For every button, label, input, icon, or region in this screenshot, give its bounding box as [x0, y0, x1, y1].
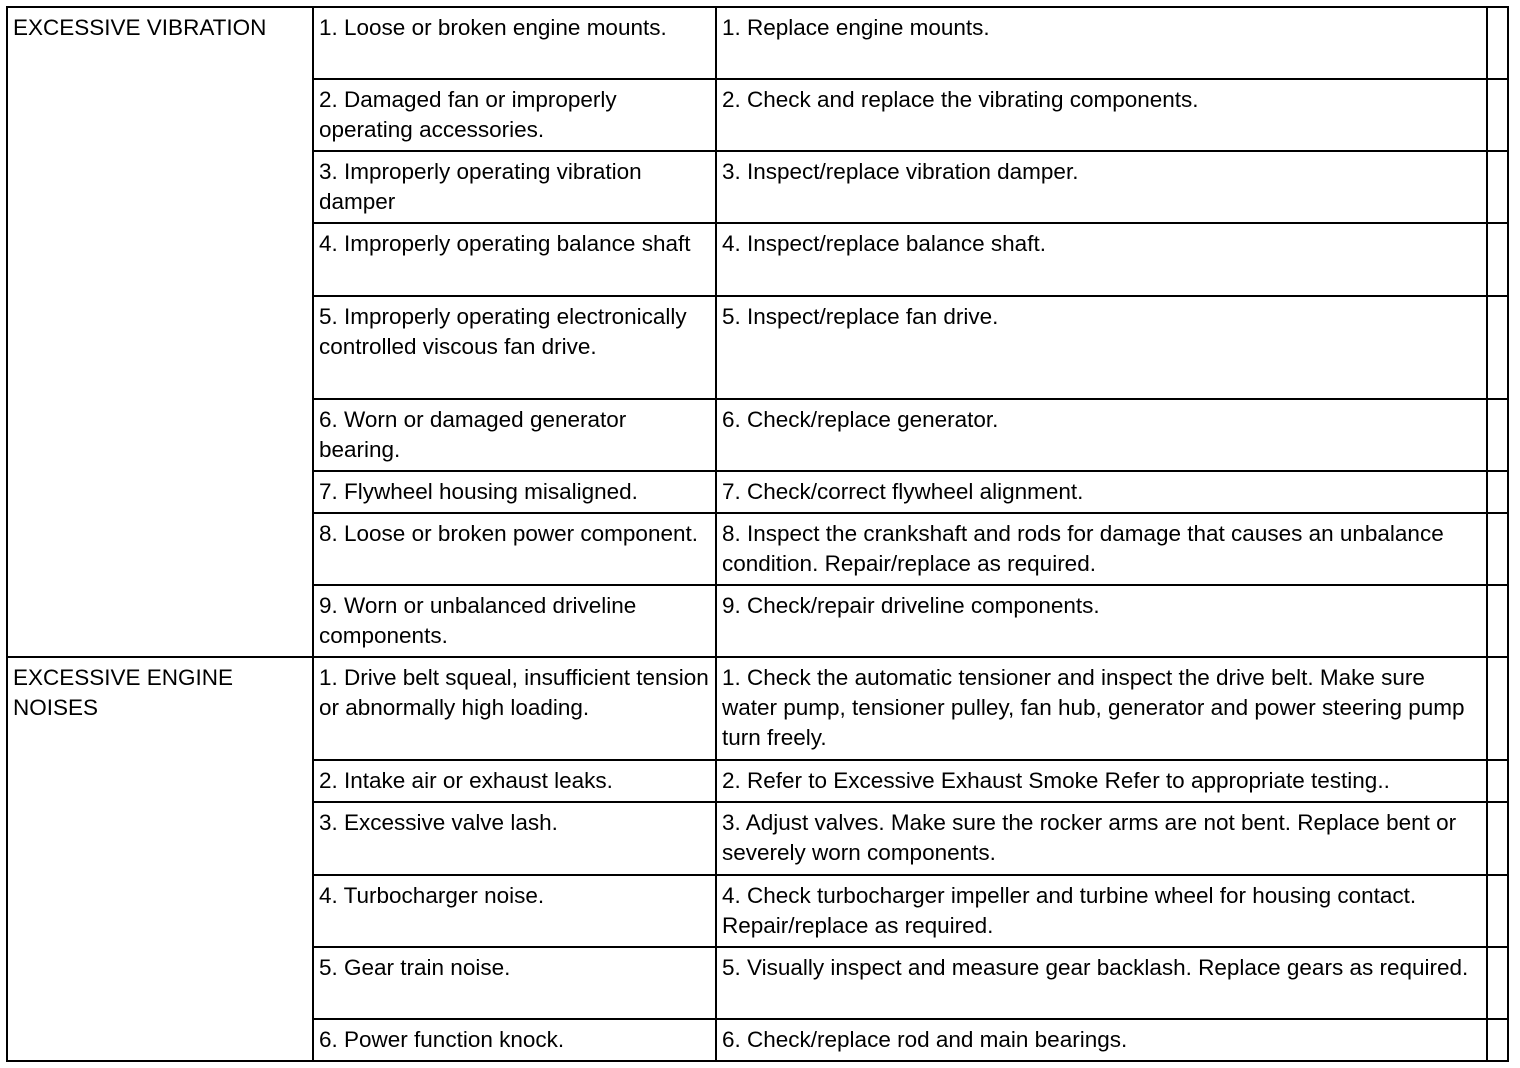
correction-cell: 5. Visually inspect and measure gear backlash. Replace gears as required. — [716, 947, 1487, 1019]
correction-cell: 6. Check/replace rod and main bearings. — [716, 1019, 1487, 1061]
cause-cell: 4. Turbocharger noise. — [313, 875, 716, 947]
empty-cell — [1487, 760, 1508, 802]
empty-cell — [1487, 875, 1508, 947]
correction-cell: 4. Inspect/replace balance shaft. — [716, 223, 1487, 295]
empty-cell — [1487, 585, 1508, 657]
correction-cell: 3. Inspect/replace vibration damper. — [716, 151, 1487, 223]
cause-cell: 1. Drive belt squeal, insufficient tension or abnormally high loading. — [313, 657, 716, 760]
empty-cell — [1487, 151, 1508, 223]
empty-cell — [1487, 79, 1508, 151]
cause-cell: 6. Power function knock. — [313, 1019, 716, 1061]
empty-cell — [1487, 657, 1508, 760]
cause-cell: 6. Worn or damaged generator bearing. — [313, 399, 716, 471]
empty-cell — [1487, 802, 1508, 874]
condition-cell: EXCESSIVE VIBRATION — [7, 7, 313, 657]
cause-cell: 2. Intake air or exhaust leaks. — [313, 760, 716, 802]
correction-cell: 1. Replace engine mounts. — [716, 7, 1487, 79]
cause-cell: 5. Improperly operating electronically controlled viscous fan drive. — [313, 296, 716, 399]
empty-cell — [1487, 513, 1508, 585]
cause-cell: 1. Loose or broken engine mounts. — [313, 7, 716, 79]
cause-cell: 3. Excessive valve lash. — [313, 802, 716, 874]
correction-cell: 3. Adjust valves. Make sure the rocker arms are not bent. Replace bent or severely worn components. — [716, 802, 1487, 874]
correction-cell: 1. Check the automatic tensioner and inspect the drive belt. Make sure water pump, tensioner pulley, fan hub, generator and power steering pump turn freely. — [716, 657, 1487, 760]
table-row — [7, 7, 1508, 79]
correction-cell: 4. Check turbocharger impeller and turbine wheel for housing contact. Repair/replace as required. — [716, 875, 1487, 947]
empty-cell — [1487, 399, 1508, 471]
cause-cell: 4. Improperly operating balance shaft — [313, 223, 716, 295]
empty-cell — [1487, 7, 1508, 79]
empty-cell — [1487, 947, 1508, 1019]
cause-cell: 3. Improperly operating vibration damper — [313, 151, 716, 223]
empty-cell — [1487, 296, 1508, 399]
correction-cell: 9. Check/repair driveline components. — [716, 585, 1487, 657]
empty-cell — [1487, 1019, 1508, 1061]
empty-cell — [1487, 471, 1508, 513]
correction-cell: 8. Inspect the crankshaft and rods for damage that causes an unbalance condition. Repair/replace as required. — [716, 513, 1487, 585]
correction-cell: 5. Inspect/replace fan drive. — [716, 296, 1487, 399]
cause-cell: 8. Loose or broken power component. — [313, 513, 716, 585]
condition-cell: EXCESSIVE ENGINE NOISES — [7, 657, 313, 1061]
cause-cell: 7. Flywheel housing misaligned. — [313, 471, 716, 513]
empty-cell — [1487, 223, 1508, 295]
correction-cell: 2. Refer to Excessive Exhaust Smoke Refer to appropriate testing.. — [716, 760, 1487, 802]
diagnosis-table — [6, 6, 1509, 1062]
table-row — [7, 657, 1508, 760]
cause-cell: 9. Worn or unbalanced driveline components. — [313, 585, 716, 657]
cause-cell: 5. Gear train noise. — [313, 947, 716, 1019]
correction-cell: 6. Check/replace generator. — [716, 399, 1487, 471]
correction-cell: 2. Check and replace the vibrating components. — [716, 79, 1487, 151]
correction-cell: 7. Check/correct flywheel alignment. — [716, 471, 1487, 513]
cause-cell: 2. Damaged fan or improperly operating accessories. — [313, 79, 716, 151]
